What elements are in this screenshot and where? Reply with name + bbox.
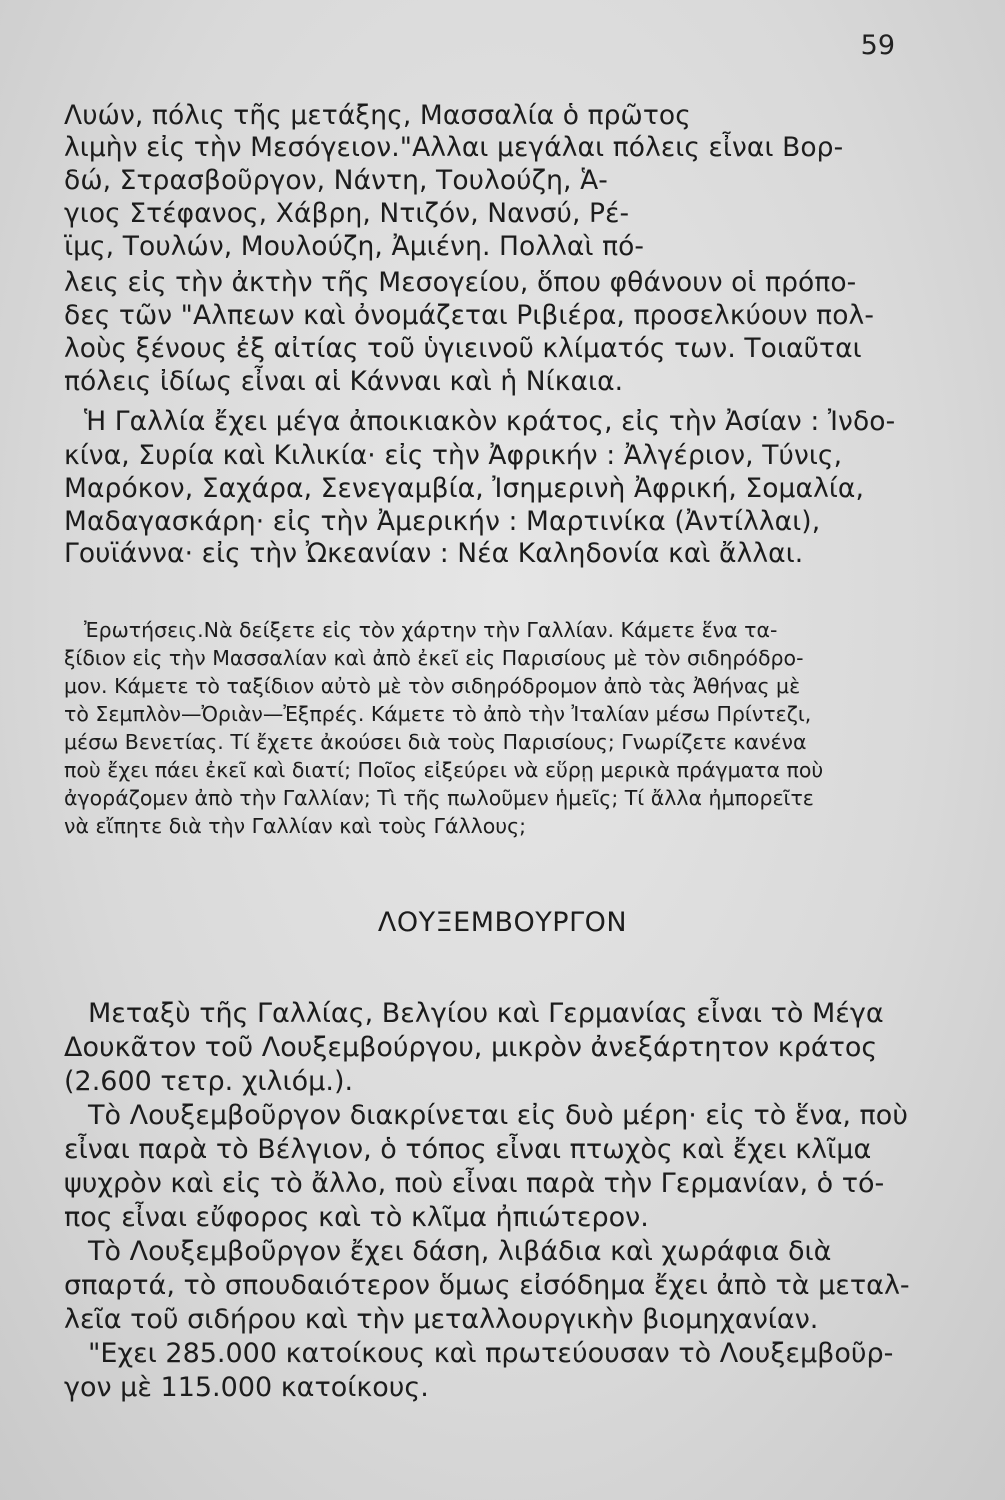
text-line: λεις εἰς τὴν ἀκτὴν τῆς Μεσογείου, ὅπου φθάνουν οἱ πρόπο-	[64, 267, 857, 298]
question-line: μον. Κάμετε τὸ ταξίδιον αὐτὸ μὲ τὸν σιδηρόδρομον ἀπὸ τὰς Ἀθήνας μὲ	[64, 674, 801, 698]
text-line: Τὸ Λουξεμβοῦργον ἔχει δάση, λιβάδια καὶ χωράφια διὰ	[88, 1236, 832, 1267]
text-line: δώ, Στρασβοῦργον, Νάντη, Τουλούζη, Ἁ-	[64, 165, 608, 196]
text-line: σπαρτά, τὸ σπουδαιότερον ὅμως εἰσόδημα ἔχει ἀπὸ τὰ μεταλ-	[64, 1270, 910, 1301]
question-line: ποὺ ἔχει πάει ἐκεῖ καὶ διατί; Ποῖος εἰξεύρει νὰ εὕρῃ μερικὰ πράγματα ποὺ	[64, 758, 824, 782]
text-line: κίνα, Συρία καὶ Κιλικία· εἰς τὴν Ἀφρικήν : Ἀλγέριον, Τύνις,	[64, 440, 843, 471]
question-line: μέσω Βενετίας. Τί ἔχετε ἀκούσει διὰ τοὺς Παρισίους; Γνωρίζετε κανένα	[64, 730, 807, 754]
question-line: νὰ εἴπητε διὰ τὴν Γαλλίαν καὶ τοὺς Γάλλους;	[64, 814, 527, 838]
text-line: λιμὴν εἰς τὴν Μεσόγειον."Αλλαι μεγάλαι πόλεις εἶναι Βορ-	[64, 132, 844, 163]
question-line: ξίδιον εἰς τὴν Μασσαλίαν καὶ ἀπὸ ἐκεῖ εἰς Παρισίους μὲ τὸν σιδηρόδρο-	[64, 646, 804, 670]
text-line: "Εχει 285.000 κατοίκους καὶ πρωτεύουσαν τὸ Λουξεμβοῦρ-	[88, 1338, 894, 1369]
text-line: (2.600 τετρ. χιλιόμ.).	[64, 1066, 354, 1097]
page-number: 59	[860, 30, 895, 61]
text-line: Δουκᾶτον τοῦ Λουξεμβούργου, μικρὸν ἀνεξάρτητον κράτος	[64, 1032, 878, 1063]
text-line: Μεταξὺ τῆς Γαλλίας, Βελγίου καὶ Γερμανίας εἶναι τὸ Μέγα	[88, 998, 884, 1029]
section-heading: ΛΟΥΞΕΜΒΟΥΡΓΟΝ	[377, 907, 628, 938]
text-line: γον μὲ 115.000 κατοίκους.	[64, 1372, 429, 1403]
text-line: ψυχρὸν καὶ εἰς τὸ ἄλλο, ποὺ εἶναι παρὰ τὴν Γερμανίαν, ὁ τό-	[64, 1168, 885, 1199]
question-line: Ἐρωτήσεις.Νὰ δείξετε εἰς τὸν χάρτην τὴν Γαλλίαν. Κάμετε ἕνα τα-	[84, 618, 778, 642]
text-line: ϊμς, Τουλών, Μουλούζη, Ἀμιένη. Πολλαὶ πό-	[64, 231, 645, 262]
text-line: λοὺς ξένους ἐξ αἰτίας τοῦ ὑγιεινοῦ κλίματός των. Τοιαῦται	[64, 333, 862, 364]
text-line: γιος Στέφανος, Χάβρη, Ντιζόν, Νανσύ, Ρέ-	[64, 198, 630, 229]
question-line: ἀγοράζομεν ἀπὸ τὴν Γαλλίαν; Τὶ τῆς πωλοῦμεν ἡμεῖς; Τί ἄλλα ἠμπορεῖτε	[64, 786, 814, 810]
question-line: τὸ Σεμπλὸν—Ὀριὰν—Ἐξπρές. Κάμετε τὸ ἀπὸ τὴν Ἰταλίαν μέσω Πρίντεζι,	[64, 702, 812, 726]
text-line: Μαρόκον, Σαχάρα, Σενεγαμβία, Ἰσημερινὴ Ἀφρική, Σομαλία,	[64, 473, 865, 504]
text-line: πόλεις ἰδίως εἶναι αἱ Κάνναι καὶ ἡ Νίκαια.	[64, 366, 624, 397]
text-line: δες τῶν "Αλπεων καὶ ὀνομάζεται Ριβιέρα, προσελκύουν πολ-	[64, 300, 874, 331]
text-line: λεῖα τοῦ σιδήρου καὶ τὴν μεταλλουργικὴν βιομηχανίαν.	[64, 1304, 819, 1335]
text-line: εἶναι παρὰ τὸ Βέλγιον, ὁ τόπος εἶναι πτωχὸς καὶ ἔχει κλῖμα	[64, 1134, 872, 1165]
text-line: Ἡ Γαλλία ἔχει μέγα ἀποικιακὸν κράτος, εἰς τὴν Ἀσίαν : Ἰνδο-	[84, 406, 896, 437]
text-line: Μαδαγασκάρη· εἰς τὴν Ἀμερικήν : Μαρτινίκα (Ἀντίλλαι),	[64, 506, 821, 537]
text-line: πος εἶναι εὔφορος καὶ τὸ κλῖμα ἠπιώτερον.	[64, 1202, 649, 1233]
text-line: Τὸ Λουξεμβοῦργον διακρίνεται εἰς δυὸ μέρη· εἰς τὸ ἕνα, ποὺ	[88, 1100, 908, 1131]
text-line: Γουϊάννα· εἰς τὴν Ὠκεανίαν : Νέα Καληδονία καὶ ἄλλαι.	[64, 538, 804, 569]
text-line: Λυών, πόλις τῆς μετάξης, Μασσαλία ὁ πρῶτος	[64, 100, 691, 131]
